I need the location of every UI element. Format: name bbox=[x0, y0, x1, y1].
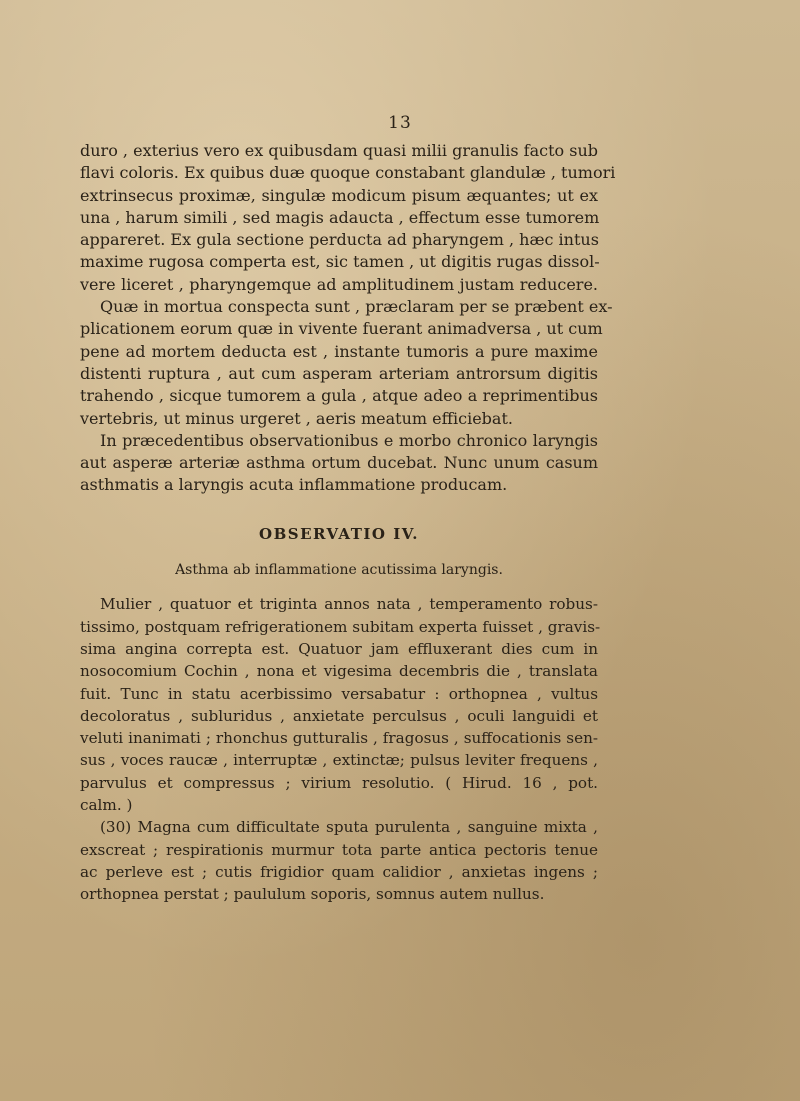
text-line: decoloratus , subluridus , anxietate perculsus , oculi languidi et bbox=[80, 706, 598, 725]
text-line: distenti ruptura , aut cum asperam arteriam antrorsum digitis bbox=[80, 363, 598, 383]
text-line: orthopnea perstat ; paululum soporis, somnus autem nullus. bbox=[80, 885, 545, 904]
text-line: Quæ in mortua conspecta sunt , præclaram per se præbent ex- bbox=[100, 297, 613, 317]
text-line: appareret. Ex gula sectione perducta ad pharyngem , hæc intus bbox=[80, 230, 599, 250]
text-line: duro , exterius vero ex quibusdam quasi milii granulis facto sub bbox=[80, 141, 598, 160]
text-line: Mulier , quatuor et triginta annos nata , temperamento robus- bbox=[100, 595, 598, 614]
text-line: aut asperæ arteriæ asthma ortum ducebat. Nunc unum casum bbox=[80, 453, 598, 473]
text-line: trahendo , sicque tumorem a gula , atque adeo a reprimentibus bbox=[80, 386, 598, 406]
paragraph-5 bbox=[80, 816, 598, 905]
paragraph-2 bbox=[80, 296, 613, 430]
text-line: ac perleve est ; cutis frigidior quam calidior , anxietas ingens ; bbox=[80, 862, 598, 881]
text-line: nosocomium Cochin , nona et vigesima decembris die , translata bbox=[80, 662, 598, 681]
text-line: (30) Magna cum difficultate sputa purulenta , sanguine mixta , bbox=[100, 818, 598, 837]
text-line: flavi coloris. Ex quibus duæ quoque constabant glandulæ , tumori bbox=[80, 163, 616, 183]
text-line: tissimo, postquam refrigerationem subitam experta fuisset , gravis- bbox=[80, 617, 601, 636]
text-line: extrinsecus proximæ, singulæ modicum pisum æquantes; ut ex bbox=[80, 185, 598, 205]
text-line: maxime rugosa comperta est, sic tamen , ut digitis rugas dissol- bbox=[80, 252, 600, 272]
section-heading: OBSERVATIO IV. bbox=[259, 524, 419, 543]
text-line: veluti inanimati ; rhonchus gutturalis , fragosus , suffocationis sen- bbox=[80, 729, 598, 748]
paragraph-3 bbox=[80, 430, 598, 497]
page-number: 13 bbox=[388, 113, 412, 133]
paragraph-4 bbox=[80, 593, 601, 816]
text-line: plicationem eorum quæ in vivente fuerant animadversa , ut cum bbox=[80, 319, 603, 339]
text-line: parvulus et compressus ; virium resolutio. ( Hirud. 16 , pot. bbox=[80, 773, 598, 792]
text-line: sus , voces raucæ , interruptæ , extinctæ; pulsus leviter frequens , bbox=[80, 751, 598, 770]
section-subheading: Asthma ab inflammatione acutissima laryngis. bbox=[175, 562, 503, 579]
text-line: fuit. Tunc in statu acerbissimo versabatur : orthopnea , vultus bbox=[80, 684, 598, 703]
text-line: vere liceret , pharyngemque ad amplitudinem justam reducere. bbox=[80, 274, 598, 294]
text-line: pene ad mortem deducta est , instante tumoris a pure maxime bbox=[80, 341, 598, 361]
body-text bbox=[80, 140, 616, 906]
text-line: vertebris, ut minus urgeret , aeris meatum efficiebat. bbox=[80, 408, 513, 428]
text-line: In præcedentibus observationibus e morbo chronico laryngis bbox=[100, 430, 598, 450]
text-line: calm. ) bbox=[80, 796, 133, 815]
text-line: una , harum simili , sed magis adaucta , effectum esse tumorem bbox=[80, 207, 600, 227]
text-line: sima angina correpta est. Quatuor jam effluxerant dies cum in bbox=[80, 639, 598, 658]
text-line: exscreat ; respirationis murmur tota parte antica pectoris tenue bbox=[80, 840, 598, 859]
paragraph-1 bbox=[80, 140, 616, 296]
text-line: asthmatis a laryngis acuta inflammatione producam. bbox=[80, 475, 508, 495]
